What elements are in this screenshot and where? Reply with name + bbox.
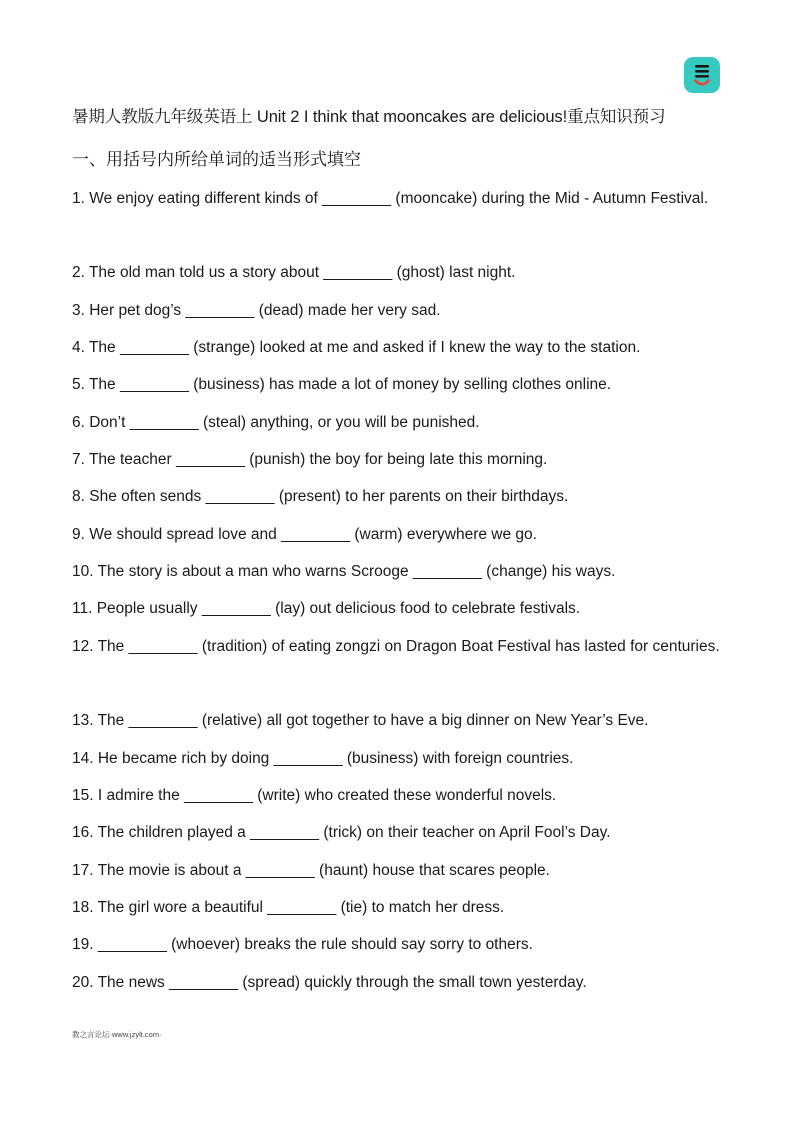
footer-watermark: 教之言论坛·www.jzylt.com· <box>72 1030 162 1039</box>
question-8: 8. She often sends ________ (present) to her parents on their birthdays. <box>72 488 569 505</box>
question-16: 16. The children played a ________ (trick) on their teacher on April Fool’s Day. <box>72 824 611 841</box>
question-2: 2. The old man told us a story about ________ (ghost) last night. <box>72 264 516 281</box>
question-6: 6. Don’t ________ (steal) anything, or you will be punished. <box>72 414 480 431</box>
question-19: 19. ________ (whoever) breaks the rule should say sorry to others. <box>72 936 533 953</box>
question-9: 9. We should spread love and ________ (warm) everywhere we go. <box>72 526 537 543</box>
question-5: 5. The ________ (business) has made a lot of money by selling clothes online. <box>72 376 612 393</box>
question-10: 10. The story is about a man who warns Scrooge ________ (change) his ways. <box>72 563 616 580</box>
question-13: 13. The ________ (relative) all got together to have a big dinner on New Year’s Eve. <box>72 712 649 729</box>
question-14: 14. He became rich by doing ________ (business) with foreign countries. <box>72 750 574 767</box>
question-4: 4. The ________ (strange) looked at me and asked if I knew the way to the station. <box>72 339 641 356</box>
section-heading: 一、用括号内所给单词的适当形式填空 <box>72 150 361 169</box>
book-logo-icon <box>684 57 720 93</box>
question-18: 18. The girl wore a beautiful ________ (tie) to match her dress. <box>72 899 505 916</box>
question-17: 17. The movie is about a ________ (haunt) house that scares people. <box>72 862 550 879</box>
question-3: 3. Her pet dog’s ________ (dead) made her very sad. <box>72 302 441 319</box>
question-20: 20. The news ________ (spread) quickly through the small town yesterday. <box>72 974 587 991</box>
question-7: 7. The teacher ________ (punish) the boy for being late this morning. <box>72 451 548 468</box>
question-11: 11. People usually ________ (lay) out delicious food to celebrate festivals. <box>72 600 581 617</box>
question-1: 1. We enjoy eating different kinds of ________ (mooncake) during the Mid - Autumn Festival. <box>72 190 709 207</box>
question-15: 15. I admire the ________ (write) who created these wonderful novels. <box>72 787 557 804</box>
question-12: 12. The ________ (tradition) of eating zongzi on Dragon Boat Festival has lasted for centuries. <box>72 638 720 655</box>
document-title: 暑期人教版九年级英语上 Unit 2 I think that mooncakes are delicious!重点知识预习 <box>72 108 666 126</box>
